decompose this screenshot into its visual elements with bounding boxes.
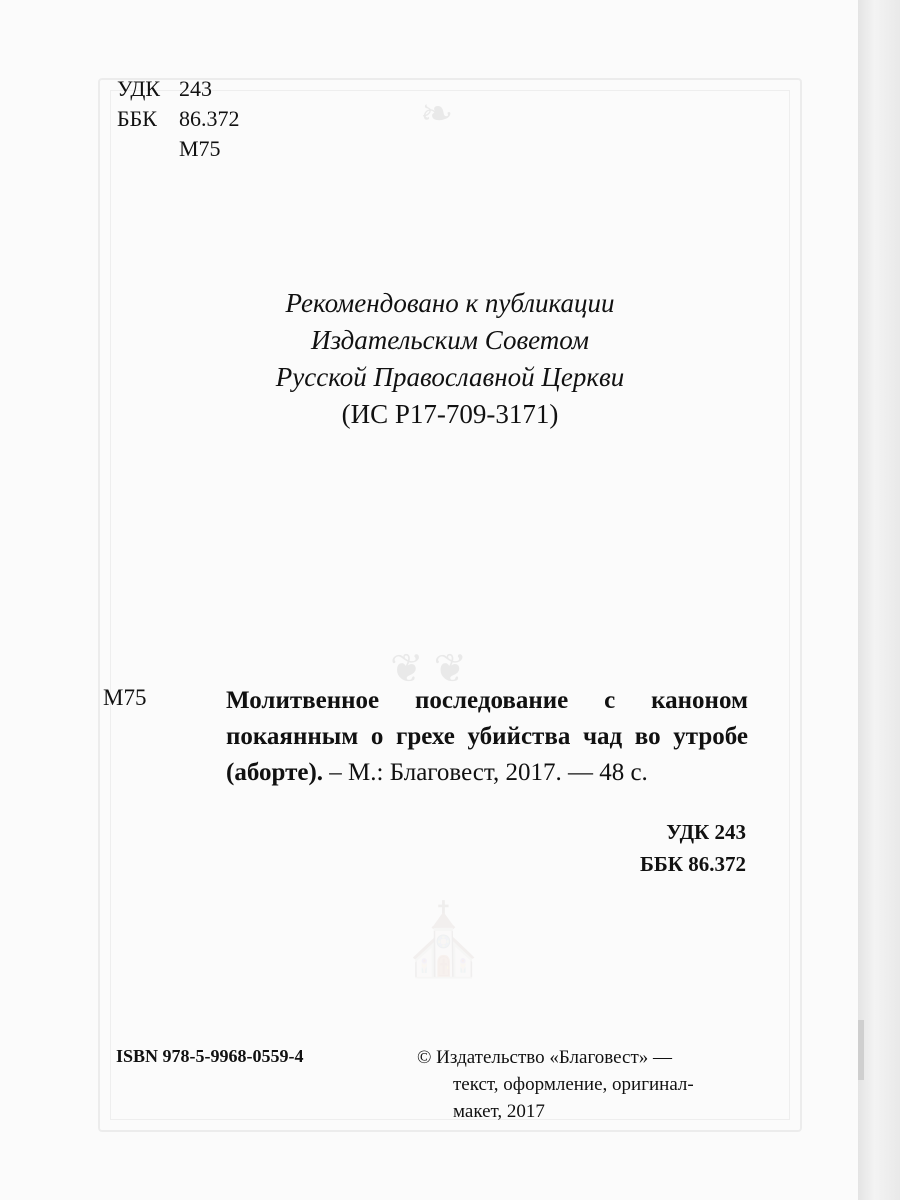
recommendation-line: Рекомендовано к публикации <box>285 288 615 318</box>
udk-code: УДК 243 <box>666 820 746 844</box>
bibliographic-author-mark: М75 <box>103 685 147 710</box>
recommendation-note <box>150 285 750 433</box>
catalog-codes <box>117 74 240 164</box>
recommendation-code: (ИС Р17-709-3171) <box>341 399 559 429</box>
ornament-icon: ❧ <box>420 91 454 136</box>
copyright-line: текст, оформление, оригинал- <box>453 1074 694 1095</box>
bibliographic-record <box>226 683 748 791</box>
book-title-line: покаянным о грехе убийства чад во утробе <box>226 723 748 750</box>
udk-label: УДК <box>117 76 161 101</box>
classification-block <box>540 816 746 880</box>
author-mark: М75 <box>179 136 221 161</box>
isbn: ISBN 978-5-9968-0559-4 <box>116 1046 304 1066</box>
copyright-line: © Издательство «Благовест» — <box>417 1047 673 1068</box>
bbk-value: 86.372 <box>179 106 240 131</box>
copyright-notice <box>417 1044 757 1125</box>
book-title-line: (аборте). <box>226 759 324 786</box>
imprint: – М.: Благовест, 2017. — 48 с. <box>323 759 648 786</box>
page-edge <box>858 0 900 1200</box>
copyright-line: макет, 2017 <box>453 1101 545 1122</box>
udk-value: 243 <box>179 76 212 101</box>
church-emblem-icon: ⛪ <box>400 903 488 980</box>
ornament-icon: ❦ ❦ <box>390 646 468 691</box>
recommendation-line: Издательским Советом <box>310 325 590 355</box>
show-through-frame <box>98 78 802 1132</box>
recommendation-line: Русской Православной Церкви <box>275 362 625 392</box>
bbk-code: ББК 86.372 <box>640 852 746 876</box>
bbk-label: ББК <box>117 106 157 131</box>
book-title-line: Молитвенное последование с каноном <box>226 687 748 714</box>
